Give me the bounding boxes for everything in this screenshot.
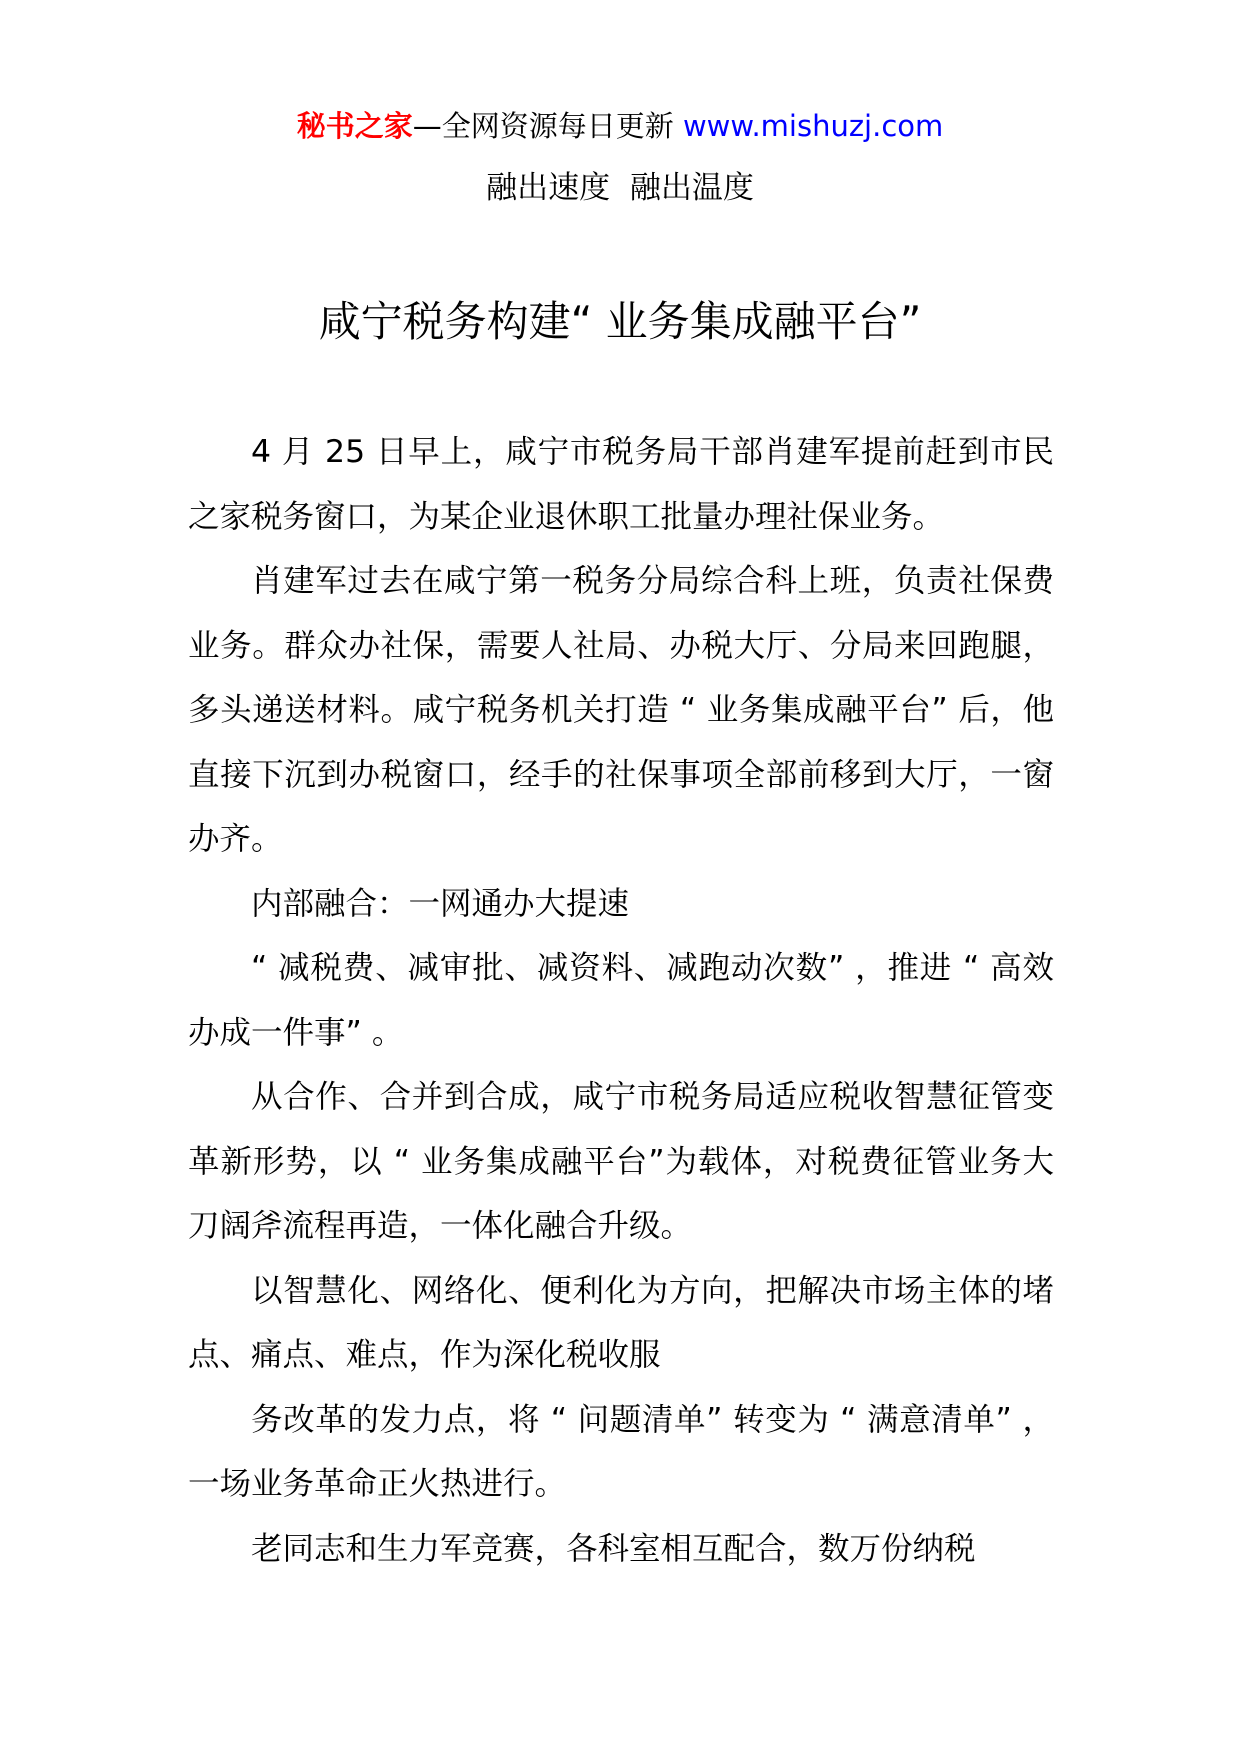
paragraph: 4 月 25 日早上，咸宁市税务局干部肖建军提前赶到市民之家税务窗口，为某企业退休职工批量办理社保业务。 (188, 434, 1054, 535)
site-url-link[interactable]: www.mishuzj.com (682, 109, 944, 143)
document-subtitle: 融出速度 融出温度 (486, 170, 754, 206)
section-heading: 内部融合：一网通办大提速 (251, 885, 630, 922)
paragraph: 老同志和生力军竞赛，各科室相互配合，数万份纳税 (251, 1530, 976, 1567)
header-tagline: —全网资源每日更新 (412, 109, 683, 143)
paragraph: 肖建军过去在咸宁第一税务分局综合科上班，负责社保费业务。群众办社保，需要人社局、办税大厅、分局来回跑腿，多头递送材料。咸宁税务机关打造 “ 业务集成融平台” 后，他直接下沉到办税窗口，经手的社保事项全部前移到大厅，一窗办齐。 (188, 563, 1054, 857)
site-header (0, 101, 1240, 151)
brand-name: 秘书之家 (296, 109, 413, 143)
paragraph: 从合作、合并到合成，咸宁市税务局适应税收智慧征管变革新形势，以 “ 业务集成融平台”为载体，对税费征管业务大刀阔斧流程再造，一体化融合升级。 (188, 1079, 1054, 1244)
paragraph: 务改革的发力点，将 “ 问题清单” 转变为 “ 满意清单” ，一场业务革命正火热进行。 (188, 1401, 1054, 1502)
paragraph: “ 减税费、减审批、减资料、减跑动次数” ，推进 “ 高效办成一件事” 。 (188, 950, 1054, 1051)
article-body (188, 420, 1054, 1581)
document-title: 咸宁税务构建“ 业务集成融平台” (318, 297, 922, 346)
paragraph: 以智慧化、网络化、便利化为方向，把解决市场主体的堵点、痛点、难点，作为深化税收服 (188, 1272, 1054, 1373)
